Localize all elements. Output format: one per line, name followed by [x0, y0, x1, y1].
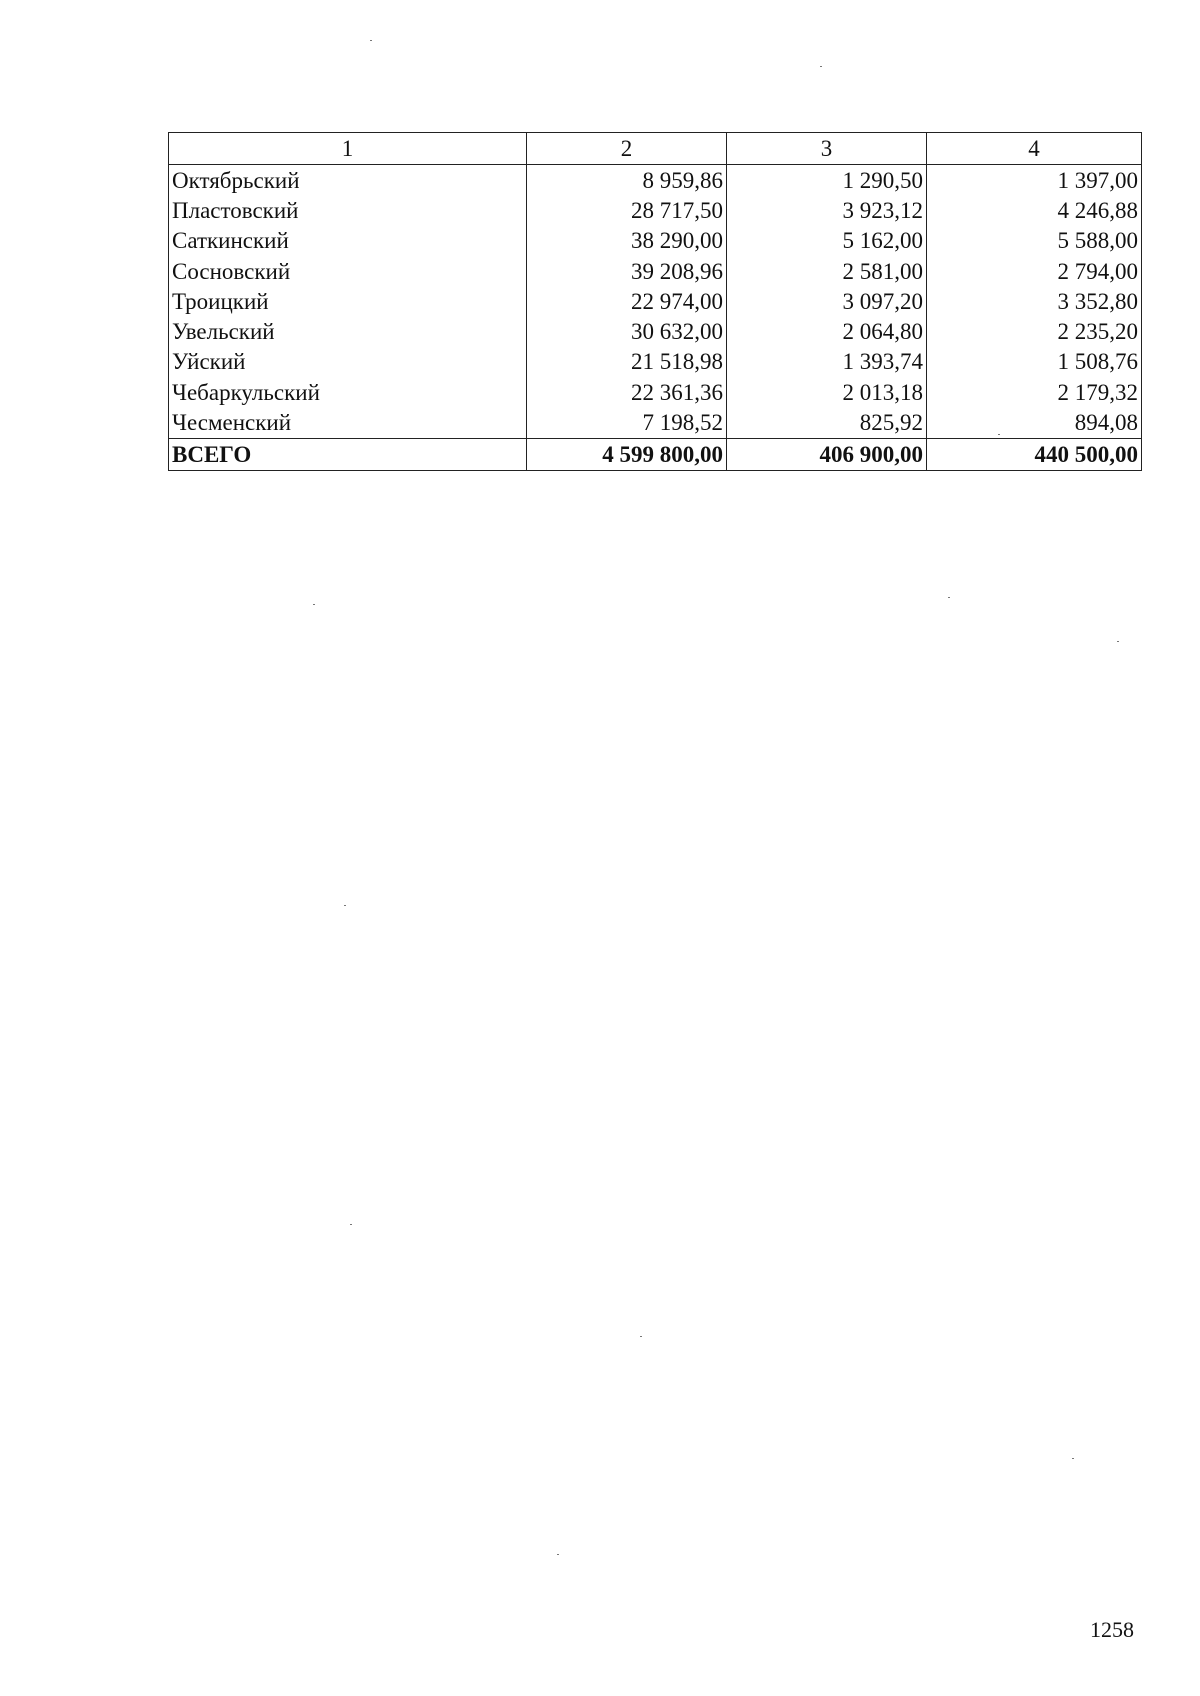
table-row — [169, 165, 1142, 196]
total-row — [169, 438, 1142, 470]
page-number: 1258 — [1090, 1617, 1134, 1642]
table-row — [169, 195, 1142, 225]
value-cell: 3 097,20 — [727, 286, 927, 316]
table-row — [169, 377, 1142, 407]
value-cell: 22 361,36 — [527, 377, 727, 407]
value-cell: 22 974,00 — [527, 286, 727, 316]
value-cell: 28 717,50 — [527, 195, 727, 225]
scan-speck — [948, 597, 950, 598]
scan-speck — [370, 40, 372, 41]
value-cell: 2 013,18 — [727, 377, 927, 407]
scan-speck — [820, 66, 822, 67]
value-cell: 2 794,00 — [927, 256, 1142, 286]
district-name-cell: Уйский — [169, 347, 527, 377]
total-label: ВСЕГО — [169, 438, 527, 470]
value-cell: 2 235,20 — [927, 316, 1142, 346]
scan-speck — [1117, 641, 1119, 642]
value-cell: 1 397,00 — [927, 165, 1142, 196]
total-value-cell: 406 900,00 — [727, 438, 927, 470]
district-name-cell: Октябрьский — [169, 165, 527, 196]
scan-speck — [998, 434, 1000, 435]
district-name-cell: Чесменский — [169, 407, 527, 438]
value-cell: 825,92 — [727, 407, 927, 438]
header-cell: 3 — [727, 133, 927, 165]
district-name-cell: Пластовский — [169, 195, 527, 225]
total-value-cell: 4 599 800,00 — [527, 438, 727, 470]
total-value-cell: 440 500,00 — [927, 438, 1142, 470]
value-cell: 2 581,00 — [727, 256, 927, 286]
scan-speck — [557, 1554, 559, 1555]
header-cell: 1 — [169, 133, 527, 165]
value-cell: 894,08 — [927, 407, 1142, 438]
value-cell: 3 923,12 — [727, 195, 927, 225]
value-cell: 8 959,86 — [527, 165, 727, 196]
value-cell: 2 179,32 — [927, 377, 1142, 407]
value-cell: 39 208,96 — [527, 256, 727, 286]
value-cell: 3 352,80 — [927, 286, 1142, 316]
value-cell: 21 518,98 — [527, 347, 727, 377]
value-cell: 38 290,00 — [527, 226, 727, 256]
value-cell: 4 246,88 — [927, 195, 1142, 225]
value-cell: 30 632,00 — [527, 316, 727, 346]
value-cell: 1 508,76 — [927, 347, 1142, 377]
value-cell: 1 393,74 — [727, 347, 927, 377]
district-name-cell: Сосновский — [169, 256, 527, 286]
scan-speck — [344, 905, 346, 906]
header-cell: 2 — [527, 133, 727, 165]
district-name-cell: Увельский — [169, 316, 527, 346]
value-cell: 1 290,50 — [727, 165, 927, 196]
header-cell: 4 — [927, 133, 1142, 165]
value-cell: 5 588,00 — [927, 226, 1142, 256]
table-row — [169, 226, 1142, 256]
value-cell: 7 198,52 — [527, 407, 727, 438]
table-row — [169, 347, 1142, 377]
column-number-row — [169, 133, 1142, 165]
scan-speck — [350, 1224, 352, 1225]
scan-speck — [1072, 1458, 1074, 1459]
table-row — [169, 407, 1142, 438]
table-row — [169, 286, 1142, 316]
value-cell: 2 064,80 — [727, 316, 927, 346]
value-cell: 5 162,00 — [727, 226, 927, 256]
scan-speck — [313, 604, 315, 605]
table-row — [169, 316, 1142, 346]
allocation-table — [168, 132, 1142, 471]
scan-speck — [640, 1336, 642, 1337]
district-name-cell: Троицкий — [169, 286, 527, 316]
district-name-cell: Саткинский — [169, 226, 527, 256]
district-name-cell: Чебаркульский — [169, 377, 527, 407]
table-row — [169, 256, 1142, 286]
